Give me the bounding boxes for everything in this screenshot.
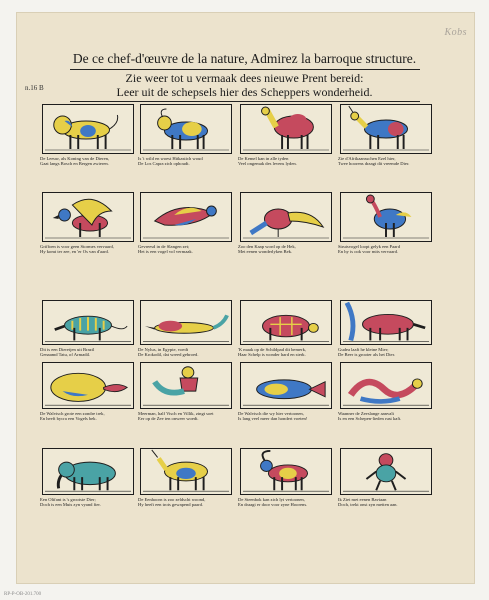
caption-line-1: Is 't wild en woest Hitkastich woud bbox=[138, 156, 203, 161]
caption-line-2: Gaat langs Bosch en Bergen zwieren. bbox=[40, 161, 109, 167]
woodcut-panel-ostrich bbox=[340, 192, 432, 242]
footer-reference: RP-P-OB-201.700 bbox=[4, 592, 42, 597]
armadillo-icon bbox=[43, 301, 133, 344]
caption-line-2: Haar Schelp is wonder hard en sterk. bbox=[238, 352, 306, 358]
woodcut-panel-serpent bbox=[340, 362, 432, 409]
woodcut-panel-wild-ass bbox=[340, 104, 432, 154]
caption-line-1: Een Olifant is 's grootste Dier; bbox=[40, 497, 96, 502]
ass-icon bbox=[341, 105, 431, 153]
panel-caption bbox=[40, 244, 144, 255]
panel-caption bbox=[138, 156, 242, 167]
woodcut-panel-griffin bbox=[42, 192, 134, 242]
title-rule bbox=[70, 69, 420, 70]
caption-line-2: Het is een vogel vol vermaak. bbox=[138, 249, 193, 255]
caption-line-2: Eer op de Zee ten onweer woedt. bbox=[138, 416, 199, 422]
subtitle-line-1: Zie weer tot u vermaak dees nieuwe Prent bereid: bbox=[125, 71, 364, 85]
elephant-icon bbox=[43, 449, 133, 494]
woodcut-panel-whale bbox=[42, 362, 134, 409]
caption-line-1: De Leeuw, als Koning van de Dieren, bbox=[40, 156, 110, 161]
merman-icon bbox=[141, 363, 231, 408]
woodcut-panel-goat bbox=[140, 104, 232, 154]
panel-caption bbox=[138, 347, 242, 358]
caption-line-1: Waanner de Zeeslange aanvalt bbox=[338, 411, 394, 416]
panel-caption bbox=[238, 347, 342, 358]
caption-line-2: Is lang veel meer dan hondert voeten! bbox=[238, 416, 308, 422]
woodcut-panel-unicorn bbox=[140, 448, 232, 495]
caption-line-1: Gudea laaft he kleine Mier; bbox=[338, 347, 389, 352]
fish-icon bbox=[241, 363, 331, 408]
woodcut-panel-baboon bbox=[340, 448, 432, 495]
panel-caption bbox=[138, 244, 242, 255]
caption-line-1: De Kemel kan in alle tyden bbox=[238, 156, 289, 161]
caption-line-2: De Beer is grooter als het Dier. bbox=[338, 352, 396, 358]
woodcut-panel-merman bbox=[140, 362, 232, 409]
subtitle-rule bbox=[70, 101, 420, 102]
pencil-inscription: Kobs bbox=[444, 27, 467, 38]
caption-line-1: Dit is een Dieretjen uit Brazil bbox=[40, 347, 95, 352]
unicorn-icon bbox=[141, 449, 231, 494]
caption-line-2: Genaamd Tatu, of Armadil. bbox=[40, 352, 91, 358]
caption-line-2: De Krokodil, dat wreed gebroed. bbox=[138, 352, 199, 358]
caption-line-1: Zie d'Afrikaansschen Ezel hier, bbox=[338, 156, 396, 161]
whale-icon bbox=[43, 363, 133, 408]
caption-line-1: Ik Ziet met eenen Baviaan bbox=[338, 497, 387, 502]
panel-caption bbox=[40, 497, 144, 508]
woodcut-panel-elephant bbox=[42, 448, 134, 495]
griffin-icon bbox=[43, 193, 133, 241]
woodcut-panel-toucan bbox=[240, 192, 332, 242]
caption-line-2: Doch, trekt onst zyn metten aan. bbox=[338, 502, 398, 508]
panel-caption bbox=[40, 156, 144, 167]
page-title: De ce chef-d'œuvre de la nature, Admirez la barroque structure. bbox=[72, 51, 417, 66]
panel-caption bbox=[40, 411, 144, 422]
caption-line-1: Zoo den Kaap word op de Hek, bbox=[238, 244, 296, 249]
caption-line-1: Gevreesd in de Slangen zet; bbox=[138, 244, 190, 249]
caption-line-2: Met eenen wonderlyken Bek. bbox=[238, 249, 293, 255]
panel-caption bbox=[238, 411, 342, 422]
panel-caption bbox=[238, 156, 342, 167]
panel-caption bbox=[40, 347, 144, 358]
woodcut-panel-ibex bbox=[240, 448, 332, 495]
caption-line-2: Hy heeft een trots gewapend paard. bbox=[138, 502, 204, 508]
woodcut-panel-sloth bbox=[340, 300, 432, 345]
serpent-icon bbox=[341, 363, 431, 408]
woodcut-panel-lion bbox=[42, 104, 134, 154]
caption-line-2: En hy is ook voor mits vervaard. bbox=[338, 249, 399, 255]
woodcut-panel-tortoise bbox=[240, 300, 332, 345]
goat-icon bbox=[141, 105, 231, 153]
woodcut-panel-crocodile bbox=[140, 300, 232, 345]
panel-caption bbox=[338, 411, 442, 422]
caption-line-1: De Walvisch die wy hier vertoonen, bbox=[238, 411, 304, 416]
ibex-icon bbox=[241, 449, 331, 494]
panel-caption bbox=[138, 411, 242, 422]
caption-line-1: De Walvisch grote een zondre trek, bbox=[40, 411, 105, 416]
caption-line-1: Meerman, half Visch en Villik, zingt soet bbox=[138, 411, 214, 416]
tortoise-icon bbox=[241, 301, 331, 344]
sloth-icon bbox=[341, 301, 431, 344]
woodcut-panel-camel bbox=[240, 104, 332, 154]
crocodile-icon bbox=[141, 301, 231, 344]
bird-icon bbox=[141, 193, 231, 241]
caption-line-1: De Nylus, in Egypte, voedt bbox=[138, 347, 189, 352]
caption-line-2: Is en een Schepen-lieden rust kaft. bbox=[338, 416, 402, 422]
panel-caption bbox=[138, 497, 242, 508]
panel-caption bbox=[338, 497, 442, 508]
toucan-icon bbox=[241, 193, 331, 241]
caption-line-1: Griffoen is voor geen Stormes vervaard, bbox=[40, 244, 114, 249]
panel-caption bbox=[238, 497, 342, 508]
caption-line-2: De Los Capra zich ophoudt. bbox=[138, 161, 190, 167]
caption-line-2: En heeft bycra een Vogels bek. bbox=[40, 416, 97, 422]
woodcut-panel-fish bbox=[240, 362, 332, 409]
camel-icon bbox=[241, 105, 331, 153]
caption-line-2: Hy komt ter zee, en 'er Os van d'aard. bbox=[40, 249, 110, 255]
panel-caption bbox=[338, 156, 442, 167]
woodcut-panel-bird bbox=[140, 192, 232, 242]
panel-caption bbox=[238, 244, 342, 255]
lion-icon bbox=[43, 105, 133, 153]
caption-line-1: De Steenbok kan zich lyt vertoonen, bbox=[238, 497, 305, 502]
caption-line-2: En draagt er door voor zyne Hoorens. bbox=[238, 502, 308, 508]
caption-line-1: De Eenhoorn is zoo zeldscht woond, bbox=[138, 497, 206, 502]
caption-line-1: 'K maak op de Schildpad dit bemerk, bbox=[238, 347, 307, 352]
woodcut-panel-armadillo bbox=[42, 300, 134, 345]
subtitle-line-2: Leer uit de schepsels hier des Scheppers wonderheid. bbox=[116, 85, 373, 99]
panel-caption bbox=[338, 244, 442, 255]
panel-caption bbox=[338, 347, 442, 358]
ostrich-icon bbox=[341, 193, 431, 241]
baboon-icon bbox=[341, 449, 431, 494]
caption-line-2: Doch is een Muis zyn vyand fier. bbox=[40, 502, 101, 508]
sheet-number: n.16 B bbox=[25, 84, 44, 92]
caption-line-2: Twee hoorens draagt dit vreemde Dier. bbox=[338, 161, 410, 167]
caption-line-1: Struisvogel loopt gelyk een Paard bbox=[338, 244, 401, 249]
caption-line-2: Veel ongemak des levens lyden. bbox=[238, 161, 297, 167]
